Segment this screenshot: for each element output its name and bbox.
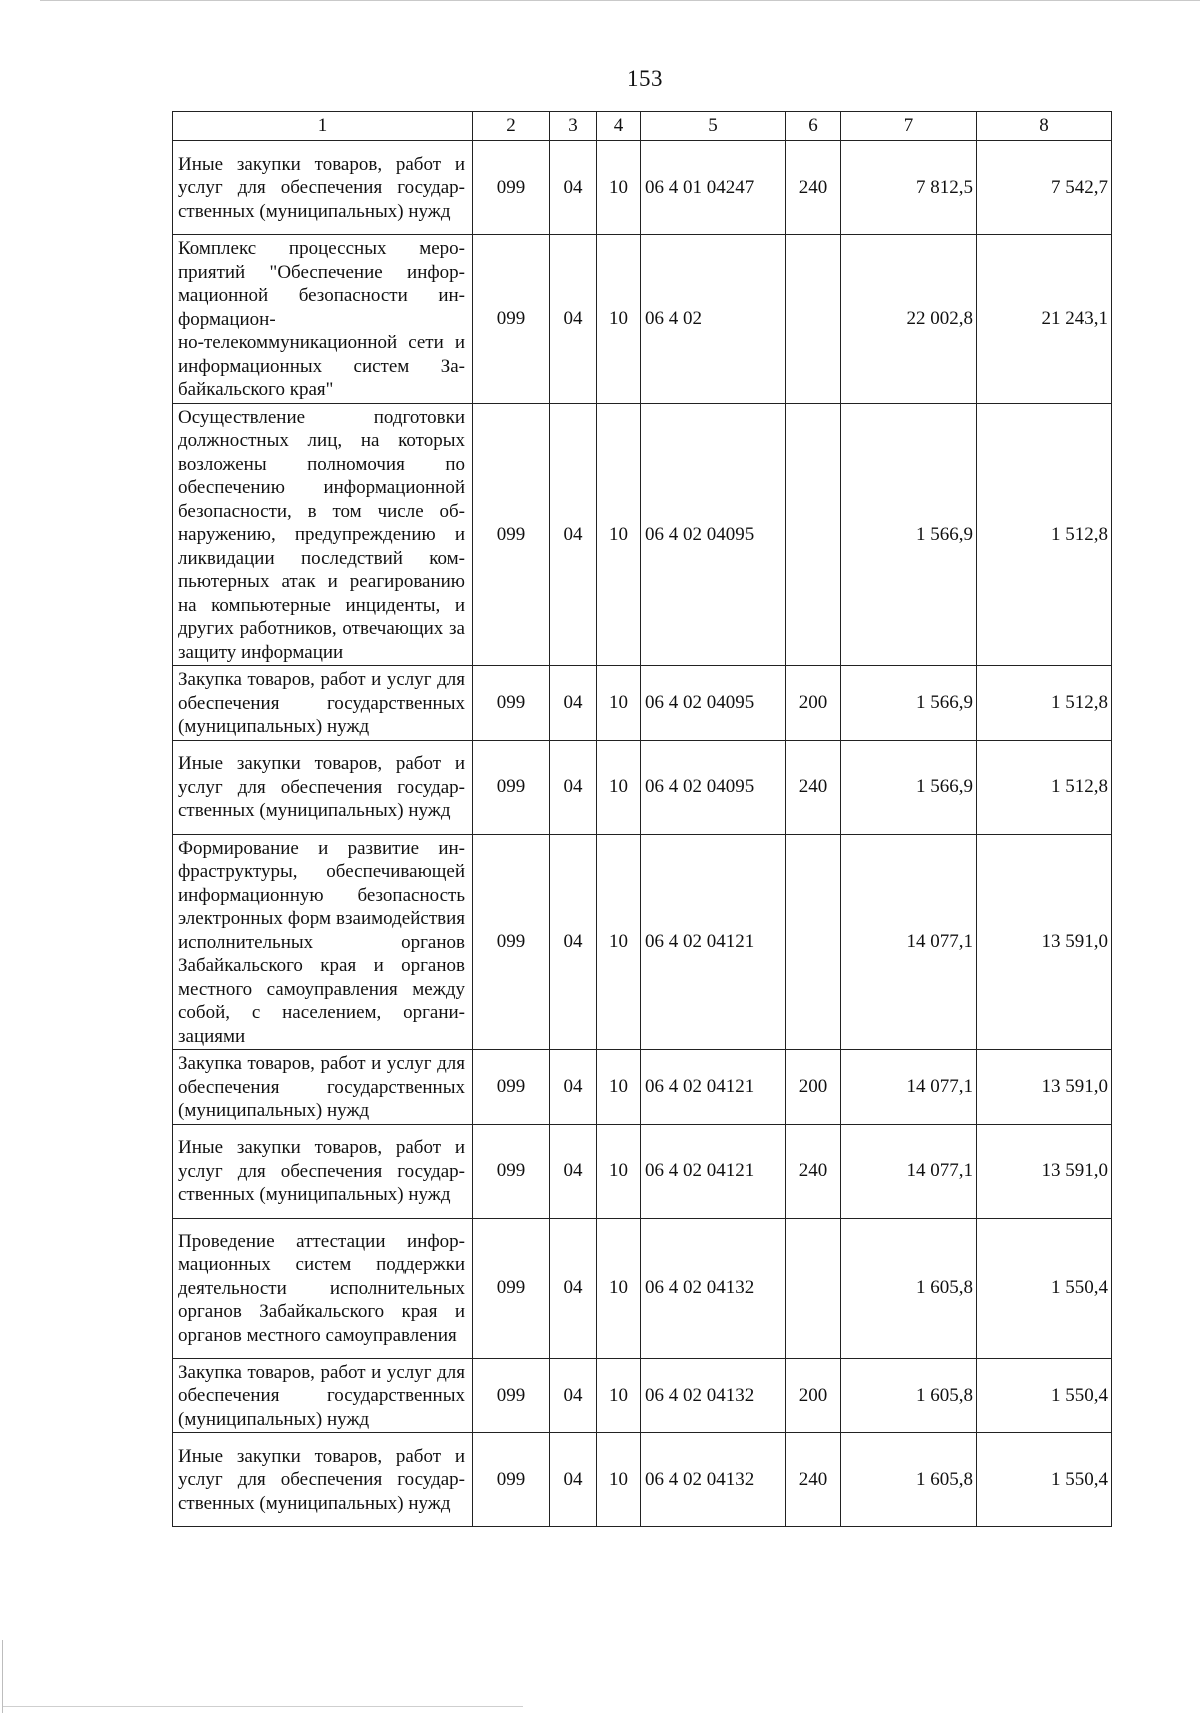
amount-year-2: 13 591,0	[977, 834, 1112, 1050]
subsection-code: 10	[597, 1218, 641, 1358]
expense-name: Проведение аттестации информационных систем поддержки деятельности исполнительных органов Забайкальского края и органов местного самоуправления	[173, 1218, 473, 1358]
section-code: 04	[550, 834, 597, 1050]
subsection-code: 10	[597, 666, 641, 741]
column-header: 4	[597, 112, 641, 141]
amount-year-2: 1 512,8	[977, 666, 1112, 741]
table-row	[173, 1218, 1112, 1358]
expense-name: Закупка товаров, работ и услуг для обеспечения государственных (муниципальных) нужд	[173, 1050, 473, 1125]
amount-year-2: 1 550,4	[977, 1218, 1112, 1358]
section-code: 04	[550, 403, 597, 666]
amount-year-2: 1 550,4	[977, 1433, 1112, 1527]
expense-name: Осуществление подготовки должностных лиц, на которых возложены полномочия по обеспечению информационной безопасности, в том числе обнаружению, предупреждению и ликвидации последствий компьютерных атак и реагированию на компьютерные инциденты, и других работников, отвечающих за защиту информации	[173, 403, 473, 666]
table-row	[173, 1433, 1112, 1527]
subsection-code: 10	[597, 1358, 641, 1433]
ministry-code: 099	[473, 403, 550, 666]
table-row	[173, 1358, 1112, 1433]
expense-name: Иные закупки товаров, работ и услуг для обеспечения государственных (муниципальных) нужд	[173, 141, 473, 235]
table-row	[173, 834, 1112, 1050]
amount-year-1: 14 077,1	[841, 1050, 977, 1125]
section-code: 04	[550, 1218, 597, 1358]
column-header: 5	[641, 112, 786, 141]
amount-year-1: 14 077,1	[841, 834, 977, 1050]
table-row	[173, 1050, 1112, 1125]
section-code: 04	[550, 1358, 597, 1433]
amount-year-1: 14 077,1	[841, 1124, 977, 1218]
amount-year-2: 13 591,0	[977, 1124, 1112, 1218]
column-header: 1	[173, 112, 473, 141]
scan-edge-left	[2, 1640, 3, 1713]
amount-year-1: 7 812,5	[841, 141, 977, 235]
subsection-code: 10	[597, 1433, 641, 1527]
ministry-code: 099	[473, 1358, 550, 1433]
expense-type-code	[786, 403, 841, 666]
section-code: 04	[550, 141, 597, 235]
header-row	[173, 112, 1112, 141]
target-article-code: 06 4 02	[641, 235, 786, 404]
section-code: 04	[550, 235, 597, 404]
expense-type-code: 200	[786, 666, 841, 741]
ministry-code: 099	[473, 1433, 550, 1527]
expense-name: Иные закупки товаров, работ и услуг для обеспечения государственных (муниципальных) нужд	[173, 740, 473, 834]
subsection-code: 10	[597, 1050, 641, 1125]
table-row	[173, 666, 1112, 741]
target-article-code: 06 4 02 04132	[641, 1433, 786, 1527]
section-code: 04	[550, 740, 597, 834]
amount-year-1: 1 566,9	[841, 666, 977, 741]
amount-year-1: 1 605,8	[841, 1433, 977, 1527]
expense-type-code: 200	[786, 1358, 841, 1433]
amount-year-2: 7 542,7	[977, 141, 1112, 235]
amount-year-2: 1 512,8	[977, 403, 1112, 666]
table-row	[173, 1124, 1112, 1218]
expense-type-code: 240	[786, 1124, 841, 1218]
expense-type-code: 200	[786, 1050, 841, 1125]
ministry-code: 099	[473, 1050, 550, 1125]
expense-type-code	[786, 834, 841, 1050]
expense-type-code: 240	[786, 1433, 841, 1527]
ministry-code: 099	[473, 666, 550, 741]
expense-name: Закупка товаров, работ и услуг для обеспечения государственных (муниципальных) нужд	[173, 1358, 473, 1433]
column-header: 6	[786, 112, 841, 141]
expense-name: Формирование и развитие инфраструктуры, обеспечивающей информационную безопасность электронных форм взаимодействия исполнительных органов Забайкальского края и органов местного самоуправления между собой, с населением, организациями	[173, 834, 473, 1050]
column-header: 7	[841, 112, 977, 141]
table-row	[173, 141, 1112, 235]
expense-type-code	[786, 1218, 841, 1358]
subsection-code: 10	[597, 235, 641, 404]
expense-name: Иные закупки товаров, работ и услуг для обеспечения государственных (муниципальных) нужд	[173, 1433, 473, 1527]
section-code: 04	[550, 666, 597, 741]
target-article-code: 06 4 02 04095	[641, 403, 786, 666]
ministry-code: 099	[473, 235, 550, 404]
target-article-code: 06 4 02 04132	[641, 1218, 786, 1358]
table-row	[173, 740, 1112, 834]
target-article-code: 06 4 02 04121	[641, 834, 786, 1050]
expense-name: Закупка товаров, работ и услуг для обеспечения государственных (муниципальных) нужд	[173, 666, 473, 741]
subsection-code: 10	[597, 834, 641, 1050]
target-article-code: 06 4 02 04095	[641, 740, 786, 834]
subsection-code: 10	[597, 1124, 641, 1218]
expense-name: Иные закупки товаров, работ и услуг для обеспечения государственных (муниципальных) нужд	[173, 1124, 473, 1218]
page-number: 153	[627, 66, 663, 91]
expense-type-code: 240	[786, 141, 841, 235]
target-article-code: 06 4 01 04247	[641, 141, 786, 235]
amount-year-1: 1 566,9	[841, 403, 977, 666]
target-article-code: 06 4 02 04095	[641, 666, 786, 741]
scan-edge-top	[40, 0, 1200, 1]
amount-year-1: 22 002,8	[841, 235, 977, 404]
ministry-code: 099	[473, 740, 550, 834]
table-body	[173, 141, 1112, 1527]
amount-year-1: 1 605,8	[841, 1218, 977, 1358]
budget-table	[172, 111, 1112, 1527]
target-article-code: 06 4 02 04121	[641, 1050, 786, 1125]
target-article-code: 06 4 02 04121	[641, 1124, 786, 1218]
ministry-code: 099	[473, 834, 550, 1050]
amount-year-2: 1 512,8	[977, 740, 1112, 834]
amount-year-2: 21 243,1	[977, 235, 1112, 404]
table-row	[173, 235, 1112, 404]
amount-year-1: 1 566,9	[841, 740, 977, 834]
subsection-code: 10	[597, 403, 641, 666]
amount-year-2: 13 591,0	[977, 1050, 1112, 1125]
ministry-code: 099	[473, 1218, 550, 1358]
column-header: 8	[977, 112, 1112, 141]
expense-type-code	[786, 235, 841, 404]
expense-type-code: 240	[786, 740, 841, 834]
subsection-code: 10	[597, 740, 641, 834]
section-code: 04	[550, 1433, 597, 1527]
subsection-code: 10	[597, 141, 641, 235]
column-header: 3	[550, 112, 597, 141]
ministry-code: 099	[473, 141, 550, 235]
expense-name: Комплекс процессных мероприятий "Обеспечение информационной безопасности информацион- но-телекоммуникационной сети и информационных систем Забайкальского края"	[173, 235, 473, 404]
target-article-code: 06 4 02 04132	[641, 1358, 786, 1433]
ministry-code: 099	[473, 1124, 550, 1218]
section-code: 04	[550, 1050, 597, 1125]
scan-edge-bottom	[3, 1706, 523, 1707]
column-header: 2	[473, 112, 550, 141]
section-code: 04	[550, 1124, 597, 1218]
amount-year-1: 1 605,8	[841, 1358, 977, 1433]
table-row	[173, 403, 1112, 666]
amount-year-2: 1 550,4	[977, 1358, 1112, 1433]
